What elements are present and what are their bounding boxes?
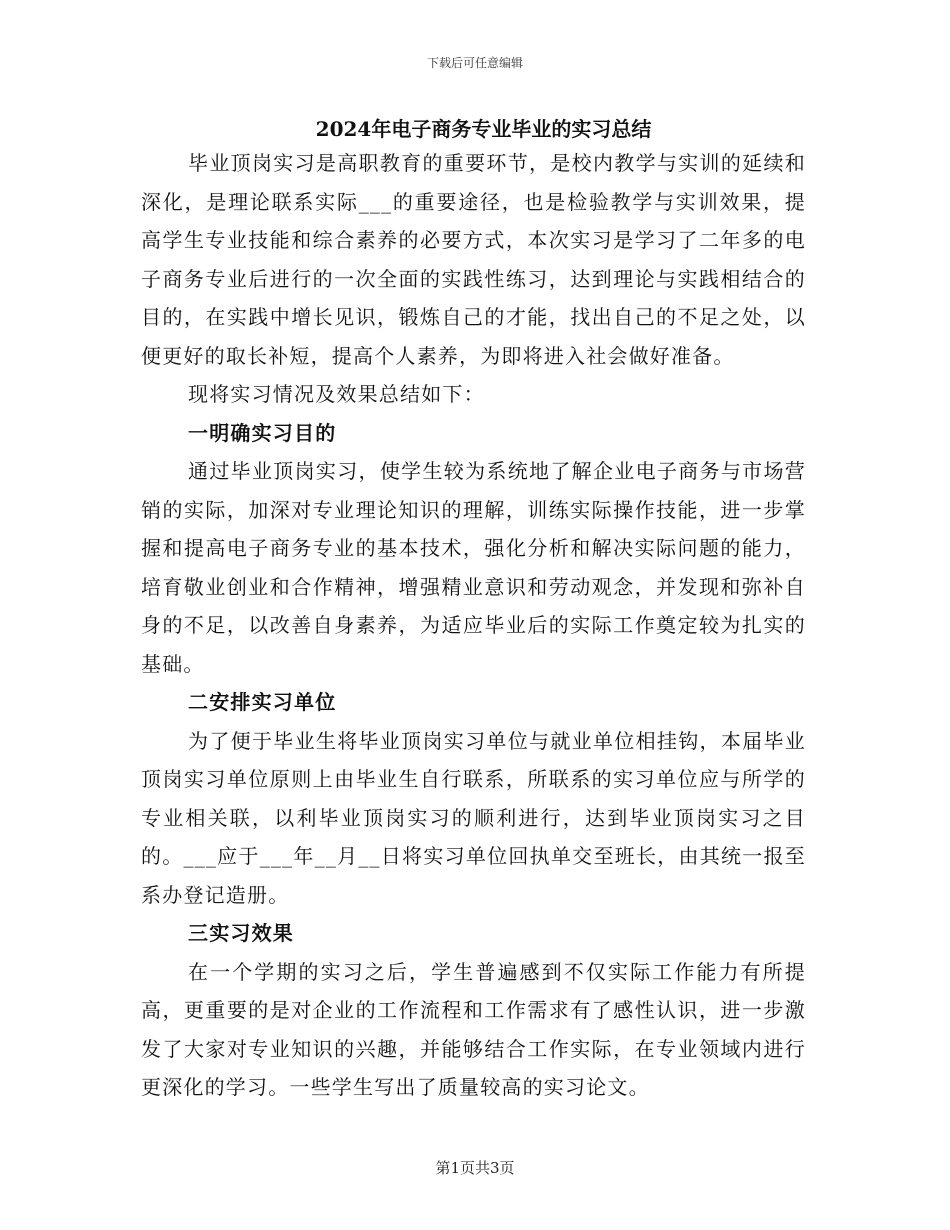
intro-paragraph: 毕业顶岗实习是高职教育的重要环节，是校内教学与实训的延续和深化，是理论联系实际___的重要途径，也是检验教学与实训效果，提高学生专业技能和综合素养的必要方式，本次实习是学习了二年多的电子商务专业后进行的一次全面的实践性练习，达到理论与实践相结合的目的，在实践中增长见识，锻炼自己的才能，找出自己的不足之处，以便更好的取长补短，提高个人素养，为即将进入社会做好准备。 — [141, 151, 806, 368]
document-body — [141, 114, 806, 1107]
section-body-results: 在一个学期的实习之后，学生普遍感到不仅实际工作能力有所提高，更重要的是对企业的工作流程和工作需求有了感性认识，进一步激发了大家对专业知识的兴趣，并能够结合工作实际，在专业领域内进行更深化的学习。一些学生写出了质量较高的实习论文。 — [141, 959, 806, 1099]
page-number: 第1页共3页 — [435, 1159, 515, 1177]
section-heading-arrangement: 二安排实习单位 — [188, 690, 337, 714]
document-title: 2024年电子商务专业毕业的实习总结 — [315, 117, 652, 141]
section-body-purpose: 通过毕业顶岗实习，使学生较为系统地了解企业电子商务与市场营销的实际，加深对专业理论知识的理解，训练实际操作技能，进一步掌握和提高电子商务专业的基本技术，强化分析和解决实际问题的能力，培育敬业创业和合作精神，增强精业意识和劳动观念，并发现和弥补自身的不足，以改善自身素养，为适应毕业后的实际工作奠定较为扎实的基础。 — [141, 459, 806, 676]
summary-lead: 现将实习情况及效果总结如下： — [188, 382, 485, 406]
page-header-note: 下载后可任意编辑 — [426, 56, 523, 70]
section-body-arrangement: 为了便于毕业生将毕业顶岗实习单位与就业单位相挂钩，本届毕业顶岗实习单位原则上由毕业生自行联系，所联系的实习单位应与所学的专业相关联，以利毕业顶岗实习的顺利进行，达到毕业顶岗实习之目的。___应于___年__月__日将实习单位回执单交至班长，由其统一报至系办登记造册。 — [141, 728, 806, 907]
section-heading-purpose: 一明确实习目的 — [188, 420, 337, 445]
section-heading-results: 三实习效果 — [188, 921, 294, 945]
